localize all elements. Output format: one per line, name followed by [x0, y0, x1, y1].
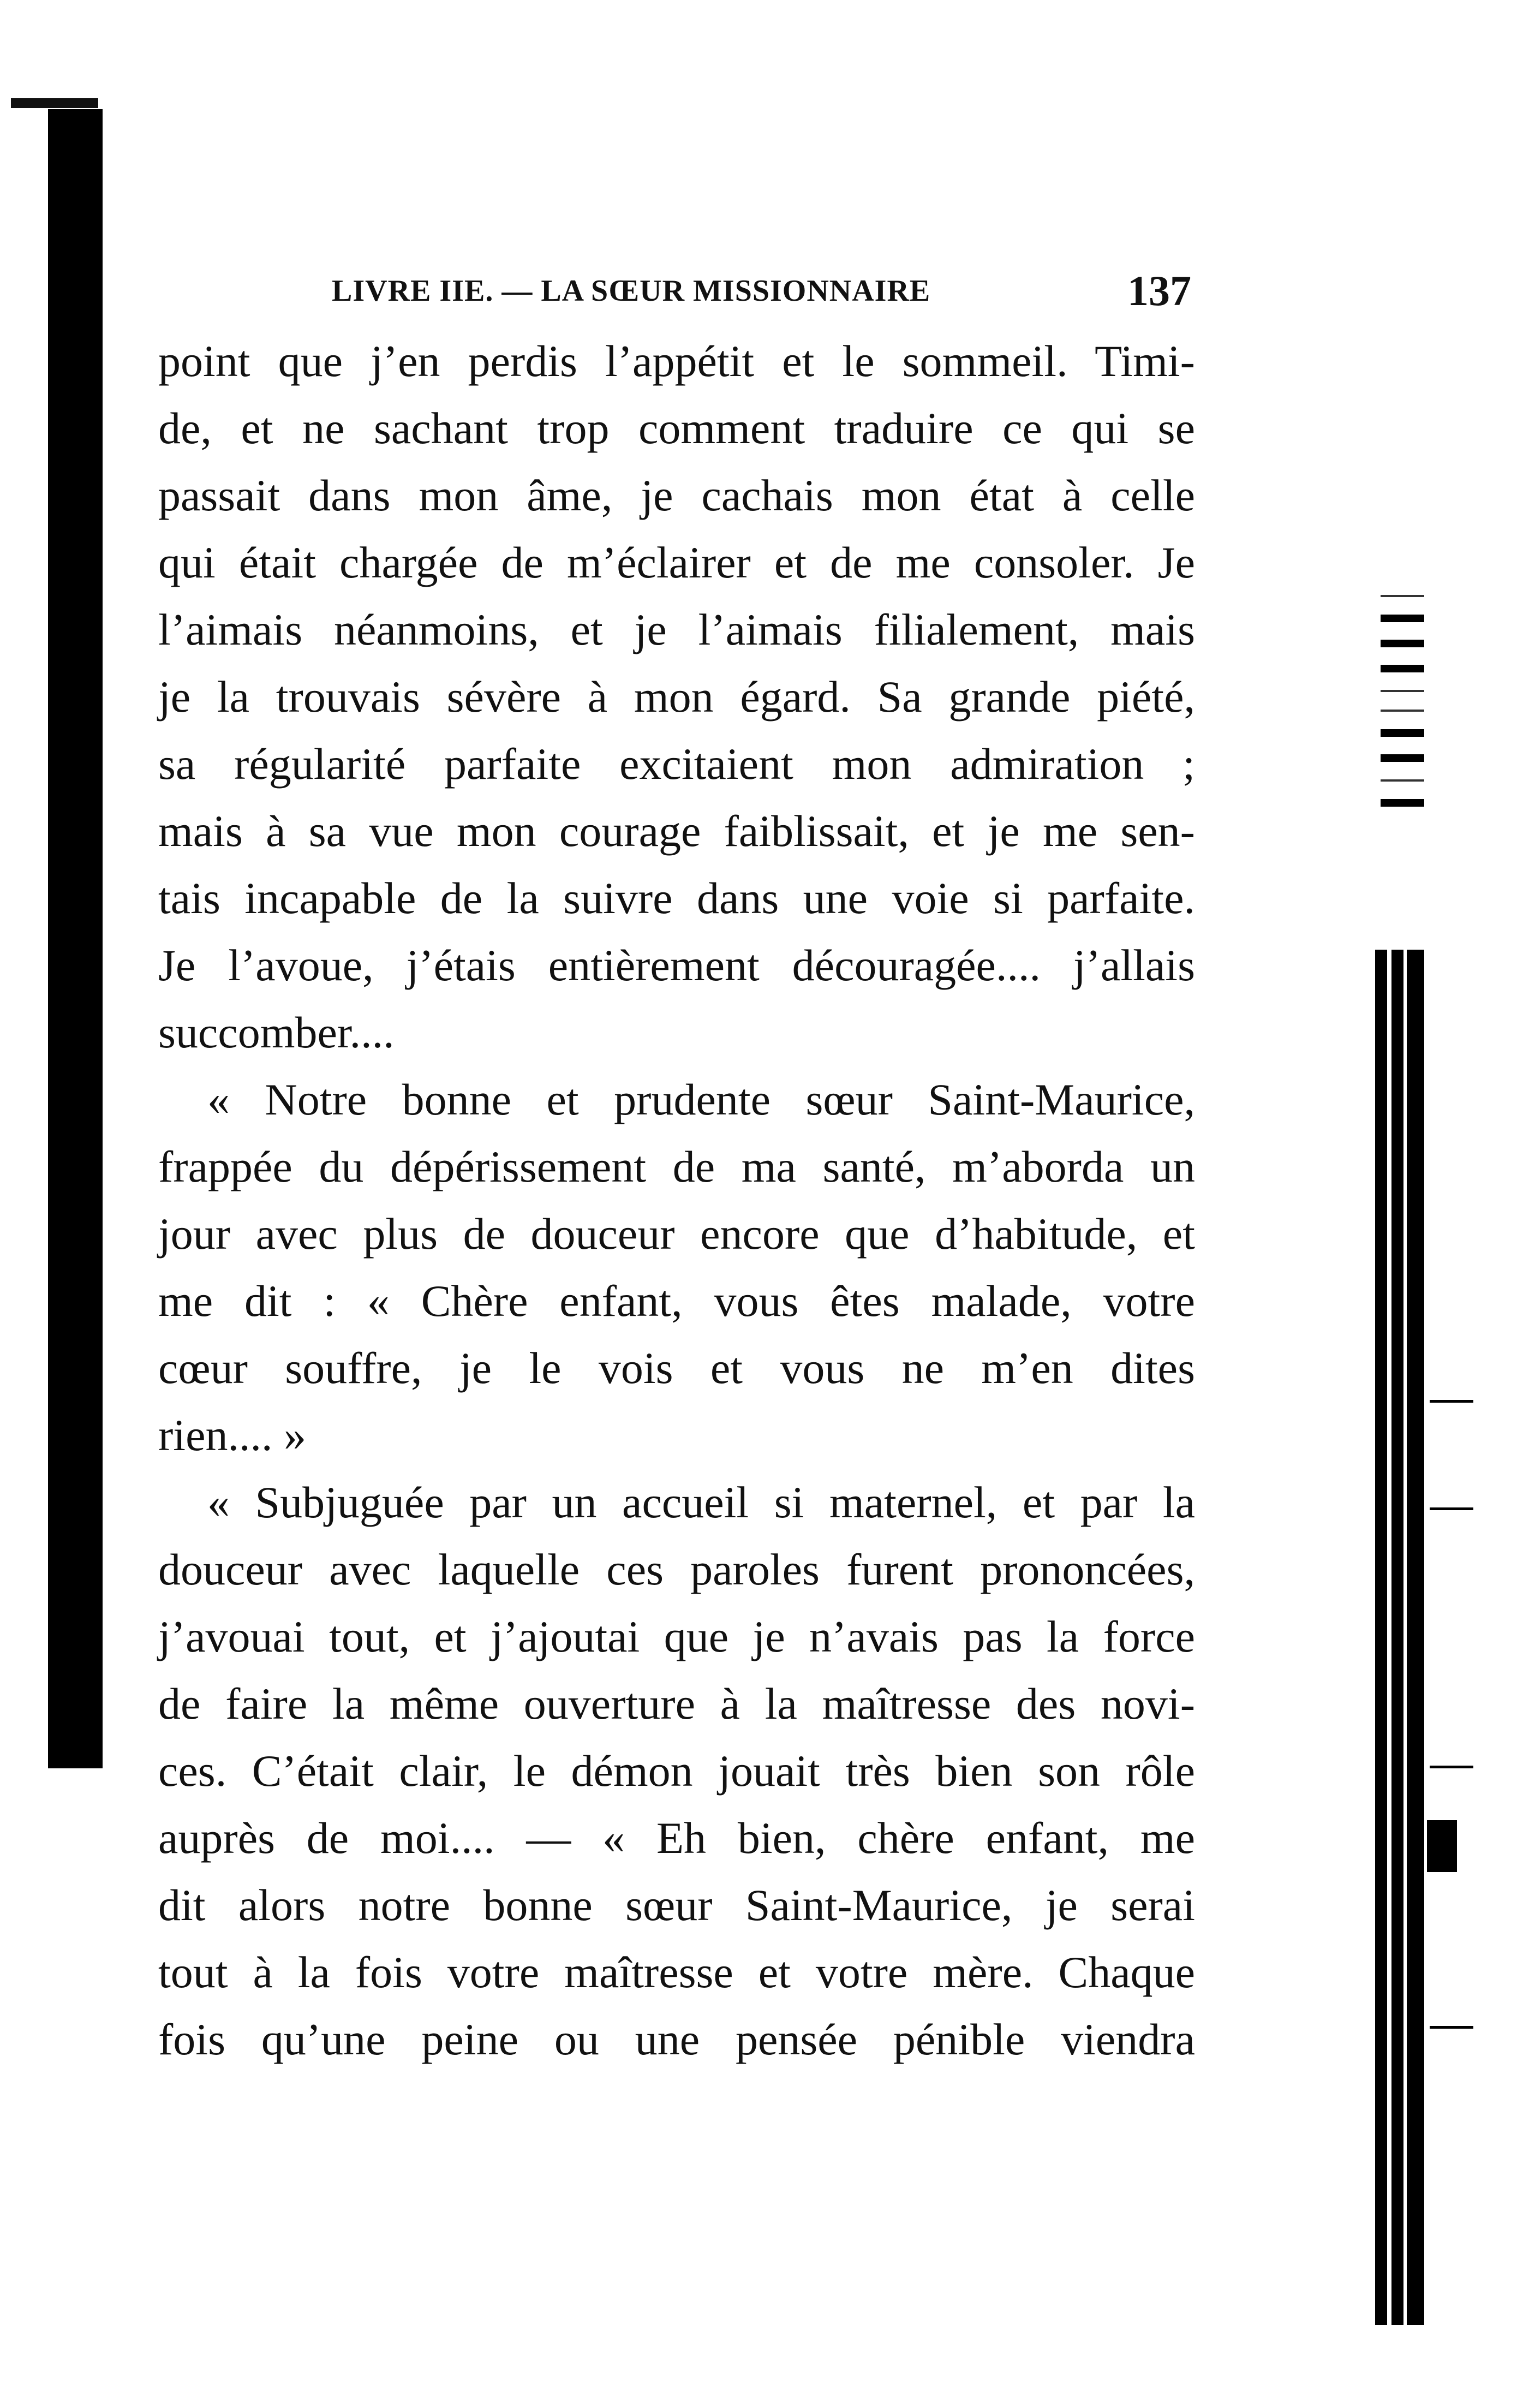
- text-line: fois qu’une peine ou une pensée pénible viendra: [158, 2014, 1195, 2064]
- scan-edge-dash: [1430, 2026, 1473, 2029]
- text-line: succomber....: [158, 1008, 395, 1057]
- scan-edge-dash: [1430, 1766, 1473, 1768]
- scan-edge-dash: [1430, 1400, 1473, 1403]
- scan-edge-shadow-right: [1375, 950, 1424, 2325]
- text-line: je la trouvais sévère à mon égard. Sa grande piété,: [158, 672, 1195, 722]
- text-line: tais incapable de la suivre dans une voie si parfaite.: [158, 873, 1195, 923]
- running-head-title: LIVRE IIE. — LA SŒUR MISSIONNAIRE: [332, 274, 931, 308]
- text-line: qui était chargée de m’éclairer et de me consoler. Je: [158, 538, 1195, 587]
- text-line: l’aimais néanmoins, et je l’aimais filialement, mais: [158, 605, 1195, 654]
- text-line: cœur souffre, je le vois et vous ne m’en dites: [158, 1343, 1195, 1393]
- text-line: jour avec plus de douceur encore que d’habitude, et: [158, 1209, 1195, 1259]
- scan-edge-mark: [11, 98, 98, 108]
- text-line: Je l’avoue, j’étais entièrement découragée.... j’allais: [158, 940, 1195, 990]
- text-line: auprès de moi.... — « Eh bien, chère enfant, me: [158, 1813, 1195, 1863]
- scan-edge-block: [1427, 1820, 1457, 1872]
- page-number: 137: [1127, 267, 1191, 314]
- text-line: mais à sa vue mon courage faiblissait, et je me sen-: [158, 806, 1195, 856]
- text-line: dit alors notre bonne sœur Saint-Maurice, je serai: [158, 1880, 1195, 1930]
- text-line: « Subjuguée par un accueil si maternel, et par la: [207, 1477, 1195, 1527]
- text-line: de faire la même ouverture à la maîtresse des novi-: [158, 1679, 1195, 1728]
- scan-binding-shadow-left: [48, 109, 103, 1768]
- text-line: j’avouai tout, et j’ajoutai que je n’avais pas la force: [158, 1612, 1195, 1661]
- scan-marks-right: [1381, 595, 1424, 944]
- running-head: [332, 266, 1191, 315]
- page-body: [158, 327, 1195, 2073]
- text-line: « Notre bonne et prudente sœur Saint-Maurice,: [207, 1075, 1195, 1124]
- text-line: sa régularité parfaite excitaient mon admiration ;: [158, 739, 1195, 789]
- text-line: passait dans mon âme, je cachais mon état à celle: [158, 470, 1195, 520]
- text-line: me dit : « Chère enfant, vous êtes malade, votre: [158, 1276, 1195, 1326]
- text-line: ces. C’était clair, le démon jouait très bien son rôle: [158, 1746, 1195, 1796]
- text-line: de, et ne sachant trop comment traduire ce qui se: [158, 403, 1195, 453]
- text-line: frappée du dépérissement de ma santé, m’aborda un: [158, 1142, 1195, 1191]
- text-line: rien.... »: [158, 1410, 306, 1460]
- scan-edge-dash: [1430, 1507, 1473, 1510]
- text-line: douceur avec laquelle ces paroles furent prononcées,: [158, 1545, 1195, 1594]
- text-line: point que j’en perdis l’appétit et le sommeil. Timi-: [158, 336, 1195, 386]
- text-line: tout à la fois votre maîtresse et votre mère. Chaque: [158, 1947, 1195, 1997]
